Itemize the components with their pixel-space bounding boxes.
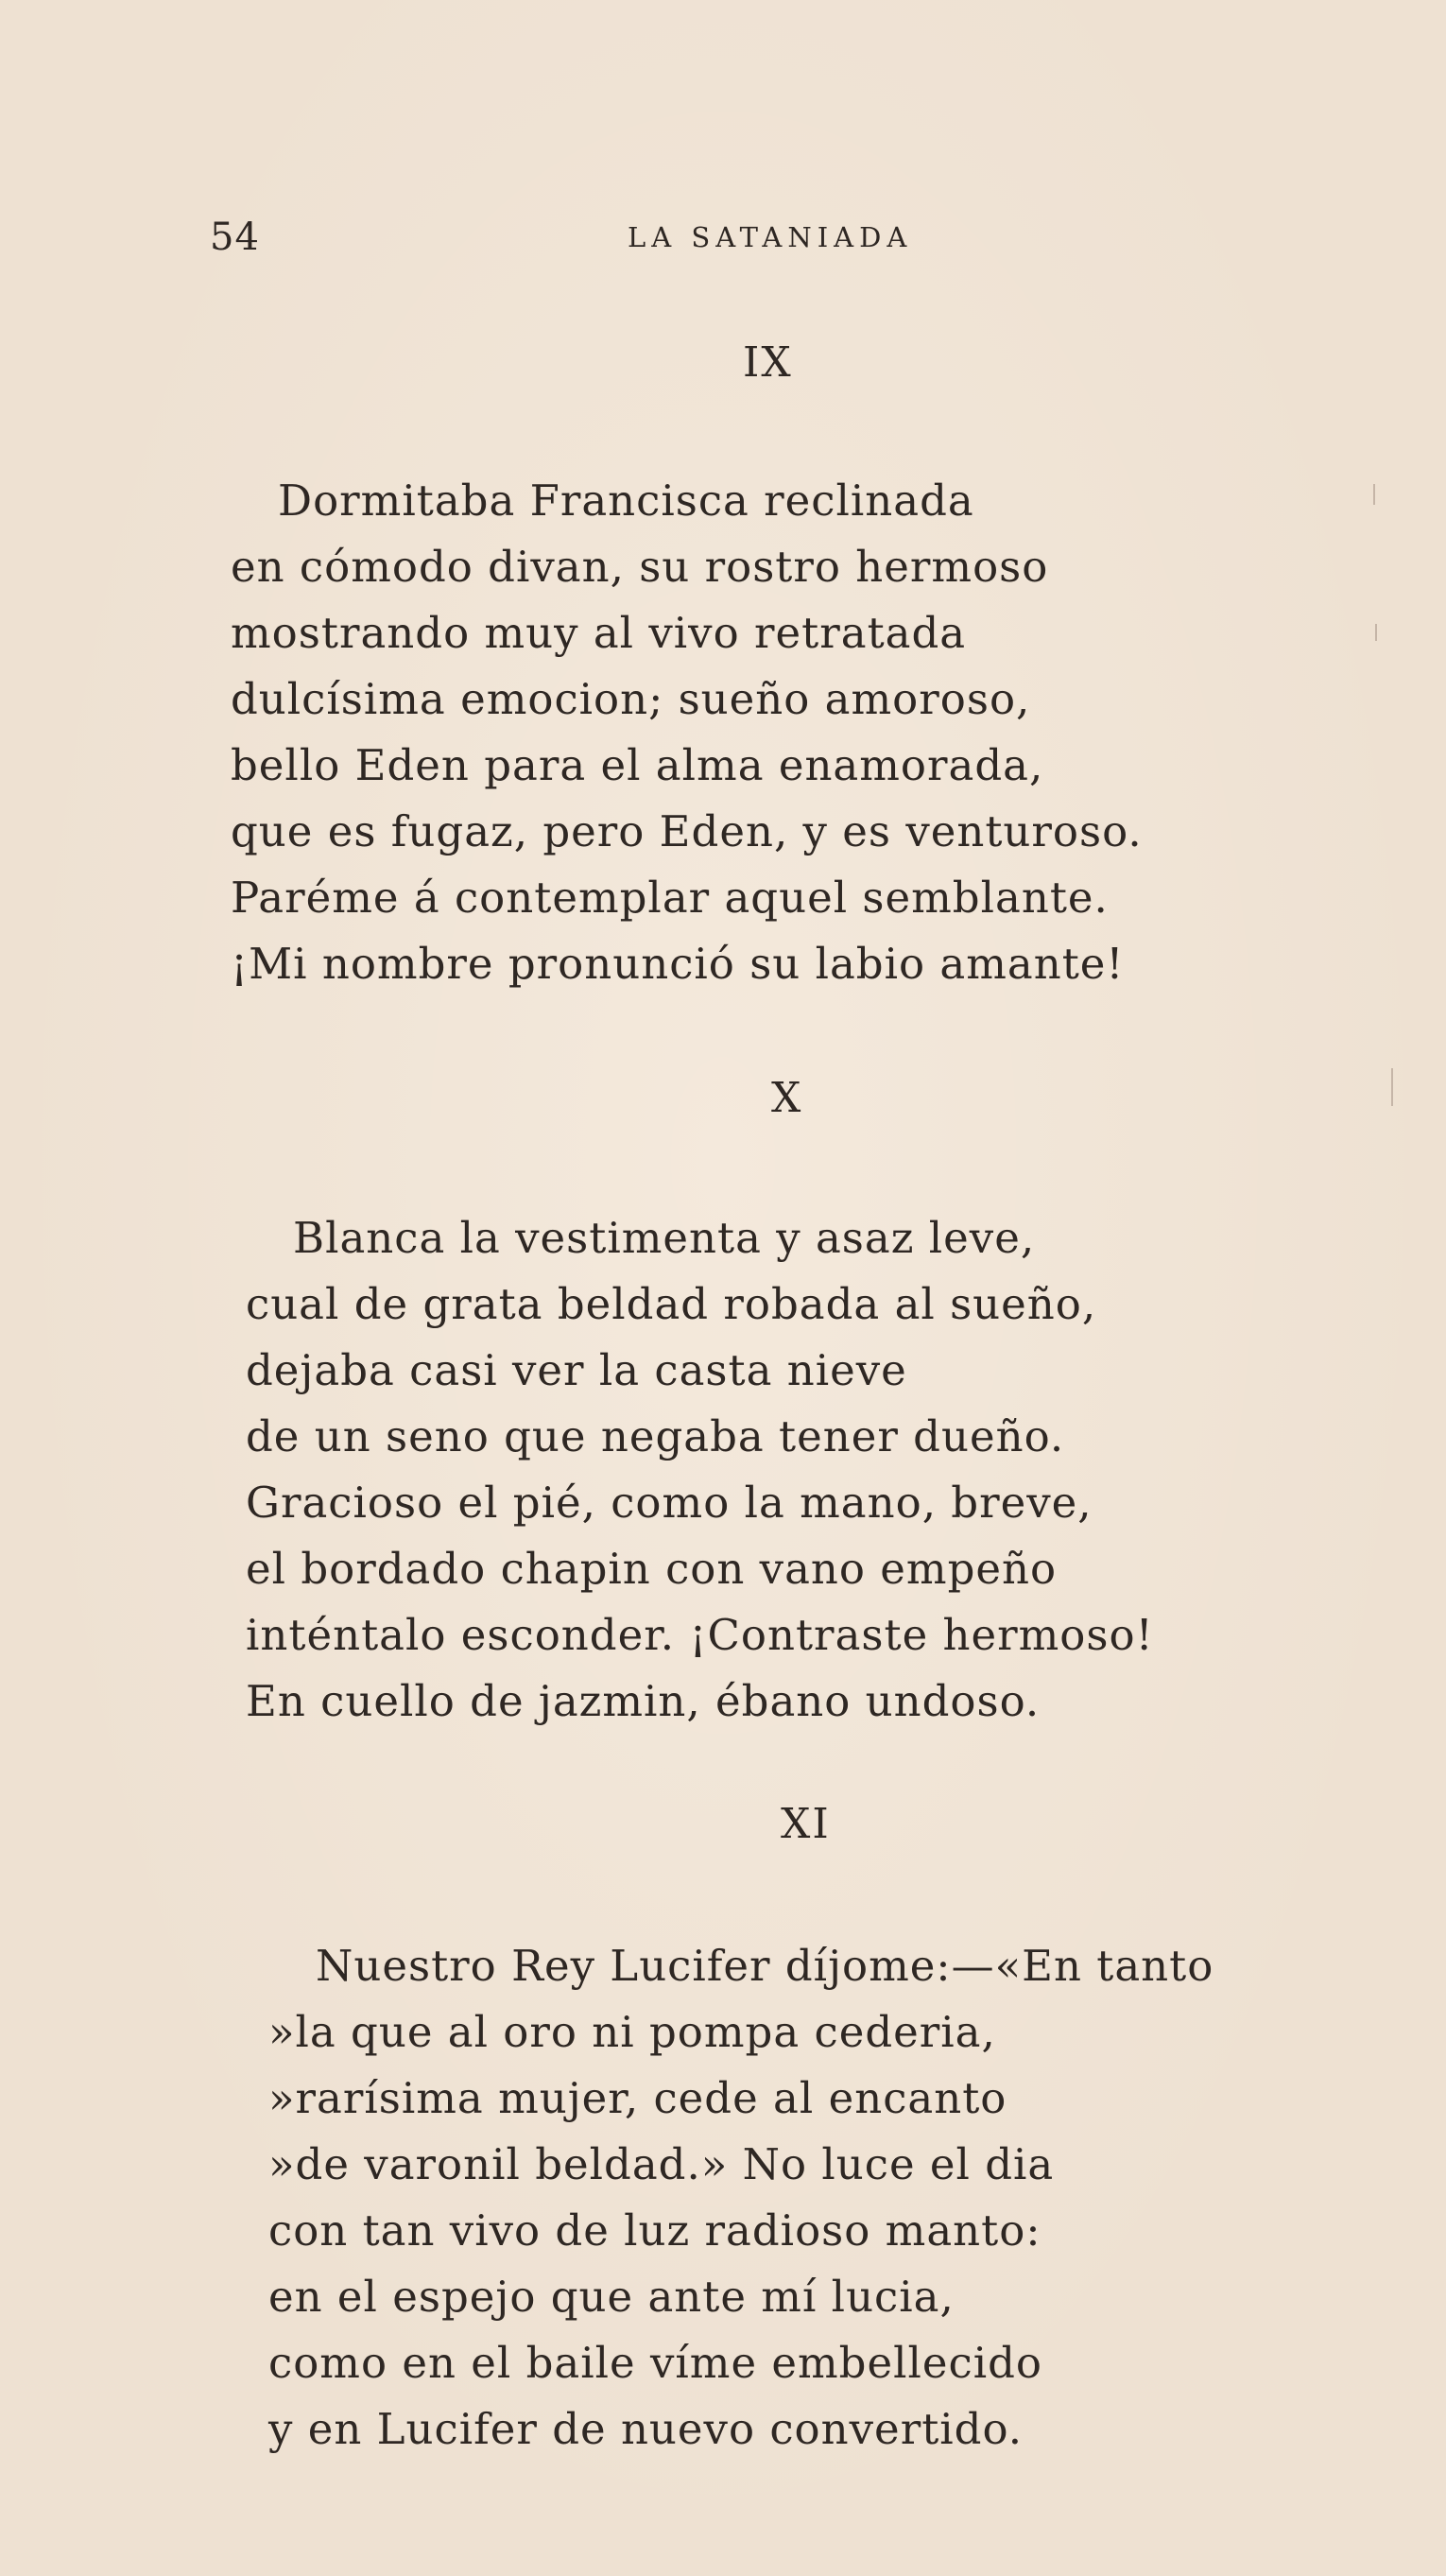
page-number: 54	[210, 216, 260, 259]
verse-line: como en el baile víme embellecido	[268, 2338, 1043, 2388]
verse-line: Blanca la vestimenta y asaz leve,	[293, 1213, 1036, 1263]
verse-line: el bordado chapin con vano empeño	[246, 1544, 1058, 1594]
stanza-numeral-ix: IX	[743, 338, 793, 387]
verse-line: bello Eden para el alma enamorada,	[231, 740, 1044, 790]
stanza-numeral-xi: XI	[781, 1800, 831, 1848]
verse-line: Paréme á contemplar aquel semblante.	[231, 873, 1109, 923]
verse-line: dulcísima emocion; sueño amoroso,	[231, 674, 1031, 724]
verse-line: Gracioso el pié, como la mano, breve,	[246, 1478, 1093, 1528]
verse-line: en el espejo que ante mí lucia,	[268, 2272, 955, 2322]
running-head	[0, 216, 1446, 263]
verse-line: dejaba casi ver la casta nieve	[246, 1345, 907, 1395]
verse-line: cual de grata beldad robada al sueño,	[246, 1279, 1097, 1329]
stanza-xi	[268, 1933, 1214, 2463]
verse-line: que es fugaz, pero Eden, y es venturoso.	[231, 806, 1143, 856]
verse-line: y en Lucifer de nuevo convertido.	[268, 2404, 1024, 2454]
stanza-numeral-x: X	[771, 1074, 803, 1122]
paper-speck	[1391, 1068, 1393, 1106]
verse-line: en cómodo divan, su rostro hermoso	[231, 542, 1049, 592]
verse-line: de un seno que negaba tener dueño.	[246, 1411, 1065, 1461]
verse-line: Dormitaba Francisca reclinada	[278, 475, 974, 526]
verse-line: Nuestro Rey Lucifer díjome:—«En tanto	[316, 1941, 1214, 1991]
stanza-x	[246, 1205, 1154, 1735]
verse-line: En cuello de jazmin, ébano undoso.	[246, 1676, 1041, 1726]
verse-line: »la que al oro ni pompa cederia,	[268, 2007, 996, 2057]
verse-line: mostrando muy al vivo retratada	[231, 608, 967, 658]
paper-speck	[1373, 484, 1375, 505]
running-title: LA SATANIADA	[628, 221, 913, 253]
verse-line: »rarísima mujer, cede al encanto	[268, 2073, 1007, 2123]
verse-line: ¡Mi nombre pronunció su labio amante!	[231, 939, 1125, 989]
verse-line: inténtalo esconder. ¡Contraste hermoso!	[246, 1610, 1154, 1660]
verse-line: »de varonil beldad.» No luce el dia	[268, 2139, 1055, 2189]
verse-line: con tan vivo de luz radioso manto:	[268, 2205, 1041, 2256]
stanza-ix	[231, 468, 1143, 997]
paper-speck	[1375, 624, 1377, 641]
